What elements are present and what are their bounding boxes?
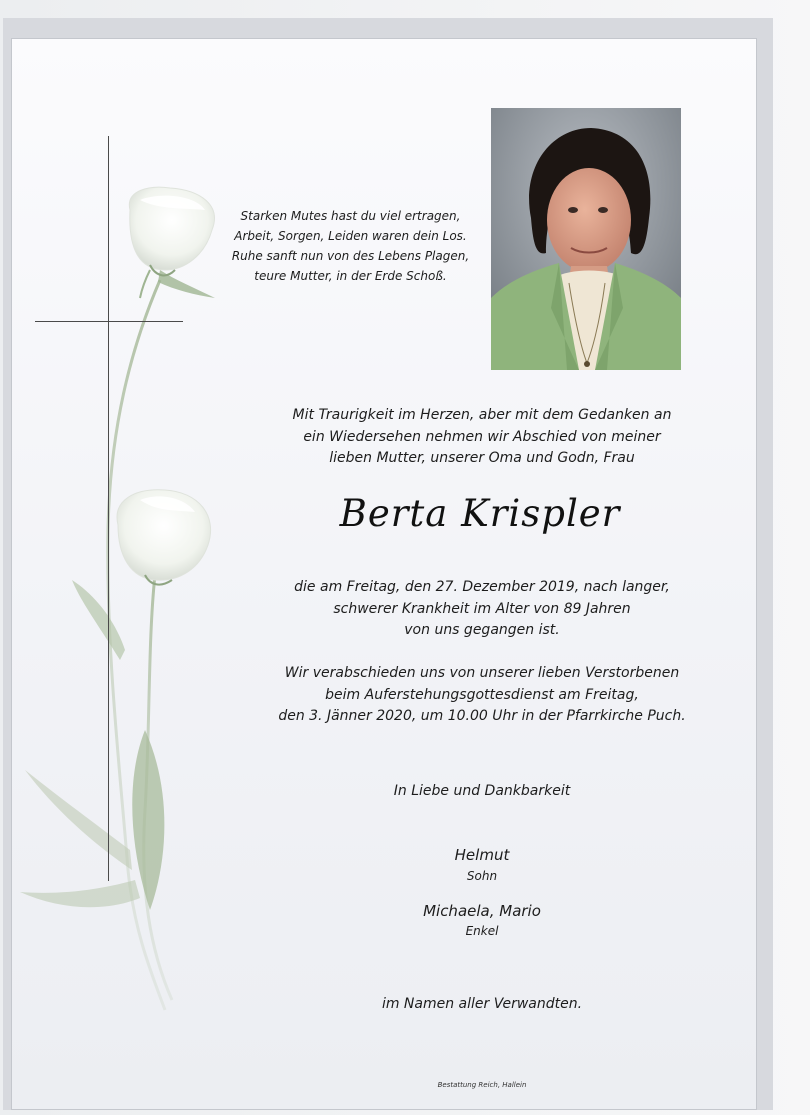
intro-line: ein Wiedersehen nehmen wir Abschied von meiner [303, 428, 661, 445]
intro-line: lieben Mutter, unserer Oma und Godn, Frau [329, 450, 635, 466]
relatives-line: im Namen aller Verwandten. [381, 996, 583, 1012]
death-notice [0, 577, 810, 642]
cross-vertical-line [108, 136, 109, 881]
mourner-relation: Enkel [465, 924, 499, 938]
death-notice-line: schwerer Krankheit im Alter von 89 Jahren [333, 600, 631, 617]
verse-line: Starken Mutes hast du viel ertragen, [240, 209, 461, 223]
service-line: Wir verabschieden uns von unserer lieben Verstorbenen [284, 665, 680, 681]
closing-phrase: In Liebe und Dankbarkeit [393, 783, 571, 799]
portrait-photo [491, 108, 681, 370]
mourner-name: Michaela, Mario [423, 901, 541, 920]
service-details [0, 663, 810, 728]
verse-line: teure Mutter, in der Erde Schoß. [254, 269, 447, 283]
mourner-relation: Sohn [466, 868, 498, 883]
death-notice-line: von uns gegangen ist. [404, 622, 560, 638]
memorial-verse [218, 206, 483, 286]
verse-line: Ruhe sanft nun von des Lebens Plagen, [231, 249, 470, 263]
verse-line: Arbeit, Sorgen, Leiden waren dein Los. [234, 229, 467, 243]
funeral-home-credit: Bestattung Reich, Hallein [437, 1081, 527, 1089]
deceased-name: Berta Krispler [339, 492, 621, 535]
mourner-list [0, 845, 810, 940]
intro-line: Mit Traurigkeit im Herzen, aber mit dem Gedanken an [292, 407, 672, 423]
service-line: den 3. Jänner 2020, um 10.00 Uhr in der Pfarrkirche Puch. [278, 708, 686, 724]
rose-top [129, 187, 214, 275]
cross-horizontal-line [35, 321, 183, 322]
intro-text [0, 405, 810, 470]
death-notice-line: die am Freitag, den 27. Dezember 2019, nach langer, [294, 579, 670, 595]
service-line: beim Auferstehungsgottesdienst am Freitag, [325, 686, 639, 703]
mourner-name: Helmut [454, 846, 510, 864]
rose-bottom [117, 490, 211, 585]
